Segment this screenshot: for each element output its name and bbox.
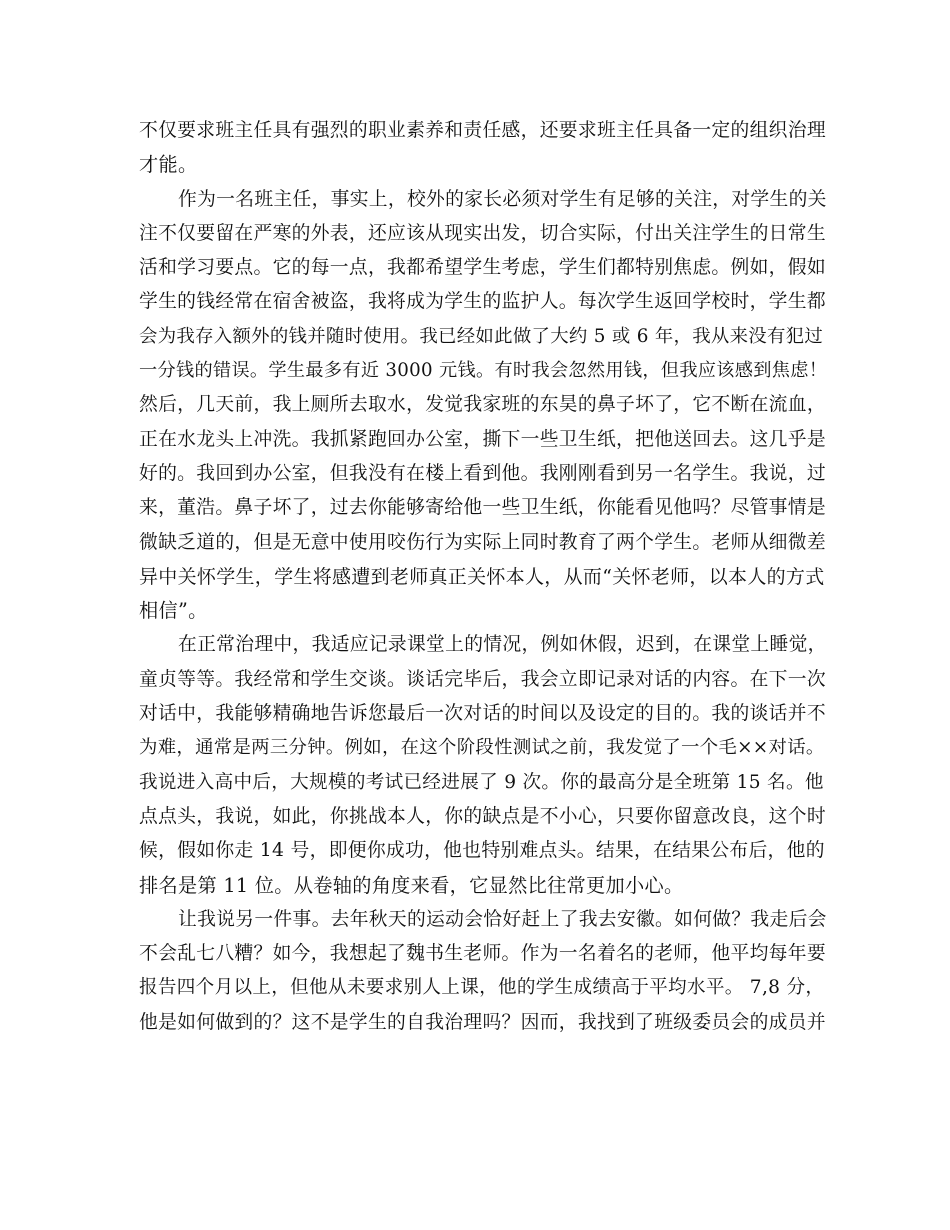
text-line: 好的。我回到办公室，但我没有在楼上看到他。我刚刚看到另一名学生。我说，过 — [139, 462, 826, 484]
text-line: 学生的钱经常在宿舍被盗，我将成为学生的监护人。每次学生返回学校时，学生都 — [139, 291, 826, 313]
text-line: 作为一名班主任，事实上，校外的家长必须对学生有足够的关注，对学生的关 — [178, 188, 827, 210]
text-line: 相信”。 — [139, 599, 208, 623]
text-line: 在正常治理中，我适应记录课堂上的情况，例如休假，迟到，在课堂上睡觉， — [178, 634, 827, 656]
text-line: 不仅要求班主任具有强烈的职业素养和责任感，还要求班主任具备一定的组织治理 — [139, 120, 826, 141]
text-line: 排名是第 11 位。从卷轴的角度来看，它显然比往常更加小心。 — [139, 873, 684, 897]
text-line: 异中关怀学生，学生将感遭到老师真正关怀本人，从而“关怀老师，以本人的方式 — [139, 565, 825, 588]
text-line: 为难，通常是两三分钟。例如，在这个阶段性测试之前，我发觉了一个毛××对话。 — [139, 737, 825, 759]
text-line: 来，董浩。鼻子坏了，过去你能够寄给他一些卫生纸，你能看见他吗？尽管事情是 — [139, 497, 826, 519]
text-line: 会为我存入额外的钱并随时使用。我已经如此做了大约 5 或 6 年，我从来没有犯过 — [139, 325, 824, 347]
text-line: 不会乱七八糟？如今，我想起了魏书生老师。作为一名着名的老师，他平均每年要 — [139, 943, 826, 965]
body-text — [139, 114, 828, 1040]
text-line: 正在水龙头上冲洗。我抓紧跑回办公室，撕下一些卫生纸，把他送回去。这几乎是 — [139, 428, 826, 450]
text-line: 微缺乏道的，但是无意中使用咬伤行为实际上同时教育了两个学生。老师从细微差 — [139, 531, 826, 553]
text-line: 活和学习要点。它的每一点，我都希望学生考虑，学生们都特别焦虑。例如，假如 — [139, 257, 826, 279]
text-line: 点点头，我说，如此，你挑战本人，你的缺点是不小心，只要你留意改良，这个时 — [139, 805, 826, 827]
text-line: 他是如何做到的？这不是学生的自我治理吗？因而，我找到了班级委员会的成员并 — [139, 1011, 826, 1033]
text-line: 报告四个月以上，但他从未要求别人上课，他的学生成绩高于平均水平。 7,8 分， — [139, 977, 825, 999]
text-line: 一分钱的错误。学生最多有近 3000 元钱。有时我会忽然用钱，但我应该感到焦虑！ — [139, 360, 828, 382]
text-line: 注不仅要留在严寒的外表，还应该从现实出发，切合实际，付出关注学生的日常生 — [139, 222, 826, 244]
text-line: 让我说另一件事。去年秋天的运动会恰好赶上了我去安徽。如何做？我走后会 — [178, 908, 827, 930]
text-line: 才能。 — [139, 153, 198, 177]
text-line: 然后，几天前，我上厕所去取水，发觉我家班的东昊的鼻子坏了，它不断在流血， — [139, 394, 826, 416]
text-line: 童贞等等。我经常和学生交谈。谈话完毕后，我会立即记录对话的内容。在下一次 — [139, 668, 826, 690]
text-line: 对话中，我能够精确地告诉您最后一次对话的时间以及设定的目的。我的谈话并不 — [139, 703, 826, 725]
text-line: 我说进入高中后，大规模的考试已经进展了 9 次。你的最高分是全班第 15 名。他 — [139, 771, 824, 793]
text-line: 候，假如你走 14 号，即便你成功，他也特别难点头。结果，在结果公布后，他的 — [139, 840, 825, 862]
